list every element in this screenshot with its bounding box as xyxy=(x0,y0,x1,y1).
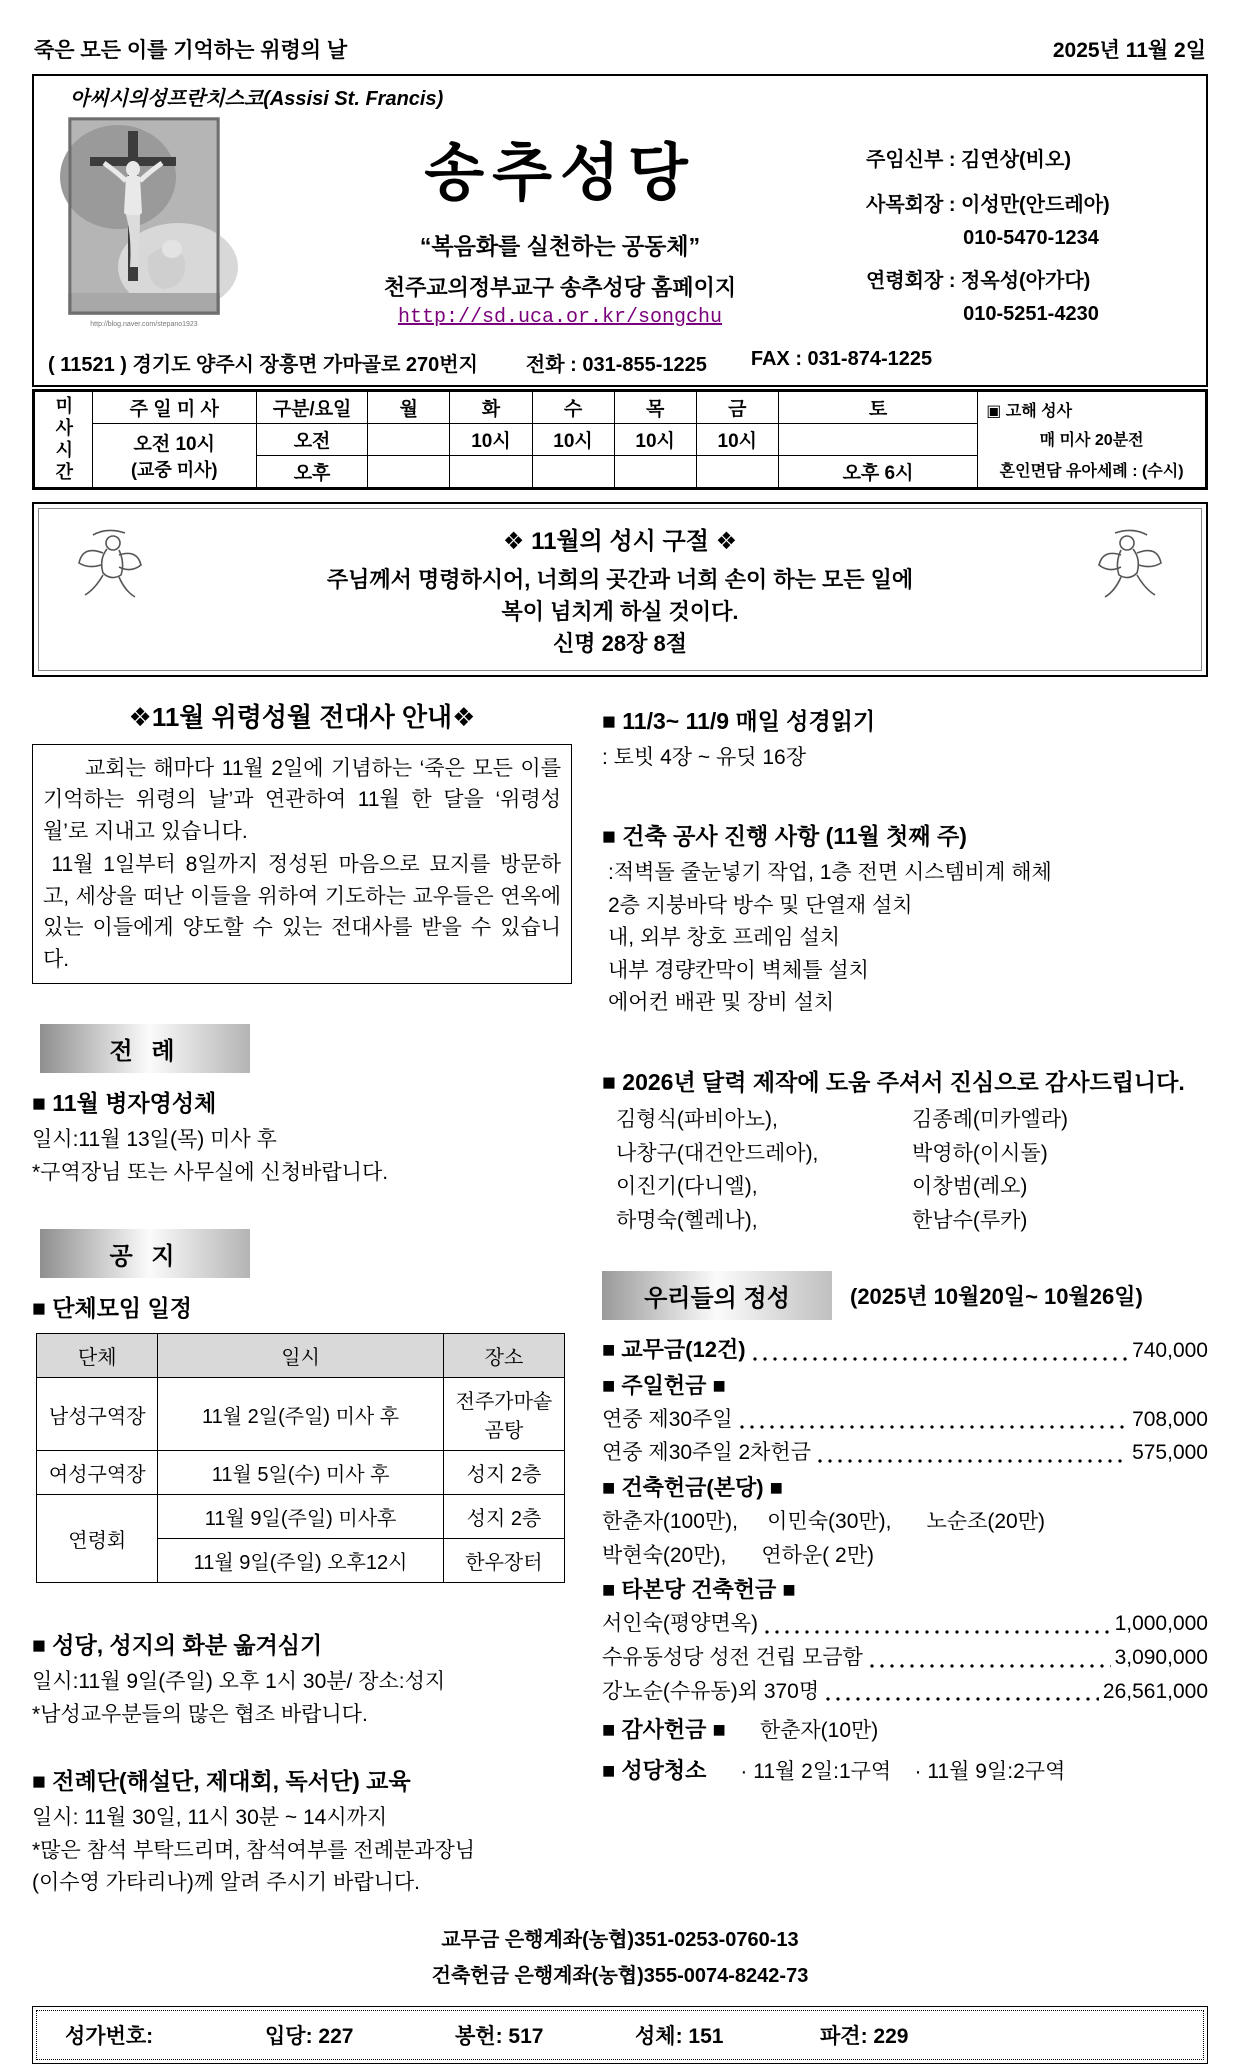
dot-leader xyxy=(737,1424,1128,1430)
day-wed: 수 xyxy=(532,391,614,424)
angel-decoration-left xyxy=(73,525,145,605)
offerings-period: (2025년 10월20일~ 10월26일) xyxy=(850,1284,1143,1310)
offering-label: 연중 제30주일 2차헌금 xyxy=(602,1441,811,1465)
sunday-mass-note: (교중 미사) xyxy=(130,460,218,480)
offering-amount: 740,000 xyxy=(1132,1338,1208,1362)
building-account: 건축헌금 은행계좌(농협)355-0074-8242-73 xyxy=(431,1965,809,1987)
offering-amount: 26,561,000 xyxy=(1102,1679,1208,1703)
offering-label: 강노순(수유동)외 370명 xyxy=(602,1679,820,1703)
church-motto: “복음화를 실천하는 공동체” xyxy=(419,233,701,259)
construction-title: ■ 건축 공사 진행 사항 (11월 첫째 주) xyxy=(602,823,967,850)
crucifix-painting xyxy=(68,117,220,315)
offering-line-other-2 xyxy=(602,1641,1208,1675)
am-fri: 10시 xyxy=(696,424,778,456)
flower-move-when: 일시:11월 9일(주일) 오후 1시 30분/ 장소:성지 xyxy=(32,1670,446,1694)
thanks-offering-heading: ■ 감사헌금 ■ xyxy=(602,1717,726,1743)
address-line xyxy=(44,342,1196,385)
table-row xyxy=(37,1495,565,1539)
right-column xyxy=(602,693,1208,1900)
building-donors-line-1: 한춘자(100만), 이민숙(30만), 노순조(20만) xyxy=(602,1510,1045,1534)
pm-tue xyxy=(450,456,532,489)
liturgy-training-note-2: (이수영 가타리나)께 알려 주시기 바랍니다. xyxy=(32,1871,421,1895)
construction-item: :적벽돌 줄눈넣기 작업, 1층 전면 시스템비계 해체 xyxy=(608,861,1052,885)
meeting-cell: 11월 5일(수) 미사 후 xyxy=(158,1451,443,1495)
bible-reading-title: ■ 11/3~ 11/9 매일 성경읽기 xyxy=(602,707,876,734)
bulletin-date: 2025년 11월 2일 xyxy=(1052,39,1206,62)
thanks-offering-line xyxy=(602,1712,1208,1749)
offering-label: 서인숙(평양면옥) xyxy=(602,1612,758,1636)
purgatory-chair-line: 연령회장 : 정옥성(아가다) xyxy=(866,270,1091,292)
church-phone: 전화 : 031-855-1225 xyxy=(525,354,707,376)
liturgy-training-note-1: *많은 참석 부탁드리며, 참석여부를 전례분과장님 xyxy=(32,1838,476,1862)
pastoral-chair-phone: 010-5470-1234 xyxy=(963,227,1099,249)
am-wed: 10시 xyxy=(532,424,614,456)
church-cleaning-value: · 11월 2일:1구역 · 11월 9일:2구역 xyxy=(740,1759,1066,1783)
thanks-offering-value: 한춘자(10만) xyxy=(759,1719,879,1743)
top-line xyxy=(34,34,1206,64)
angel-decoration-right xyxy=(1095,525,1167,605)
offering-line-other-3 xyxy=(602,1675,1208,1709)
pm-fri xyxy=(696,456,778,489)
offering-line-sunday-1 xyxy=(602,1403,1208,1437)
table-row xyxy=(37,1378,565,1451)
day-fri: 금 xyxy=(696,391,778,424)
purgatory-chair-phone: 010-5251-4230 xyxy=(963,303,1099,325)
church-address: ( 11521 ) 경기도 양주시 장흥면 가마골로 270번지 xyxy=(48,354,478,376)
crucifix-image xyxy=(44,111,254,330)
feast-day-title: 죽은 모든 이를 기억하는 위령의 날 xyxy=(34,39,348,62)
offering-amount: 1,000,000 xyxy=(1114,1612,1208,1636)
calendar-donor-list xyxy=(602,1103,1208,1237)
dot-leader xyxy=(762,1629,1111,1635)
offering-line-sunday-2 xyxy=(602,1436,1208,1470)
notice-section-header: 공 지 xyxy=(40,1229,250,1278)
pm-wed xyxy=(532,456,614,489)
donor-name: 나창구(대건안드레아), xyxy=(616,1141,819,1165)
sunday-offering-heading: ■ 주일헌금 ■ xyxy=(602,1372,726,1398)
mass-time-label: 미사시간 xyxy=(34,391,93,489)
church-fax: FAX : 031-874-1225 xyxy=(750,348,933,370)
hymn-offertory: 봉헌: 517 xyxy=(455,2025,544,2048)
verse-box xyxy=(32,502,1208,677)
offering-label: 수유동성당 성전 건립 모금함 xyxy=(602,1646,863,1670)
pm-sat: 오후 6시 xyxy=(778,456,977,489)
confession-title: ▣ 고해 성사 xyxy=(986,403,1073,420)
offering-label: ■ 교무금(12건) xyxy=(602,1337,746,1363)
meeting-table-header-row xyxy=(37,1334,565,1378)
mass-schedule-table xyxy=(32,389,1208,490)
meeting-cell: 11월 2일(주일) 미사 후 xyxy=(158,1378,443,1451)
group-meeting-title: ■ 단체모임 일정 xyxy=(32,1295,192,1322)
building-offering-heading: ■ 건축헌금(본당) ■ xyxy=(602,1474,783,1500)
donor-name: 박영하(이시돌) xyxy=(912,1141,1048,1165)
hymn-numbers-bar xyxy=(32,2006,1208,2064)
hymn-dismissal: 파견: 229 xyxy=(820,2025,909,2048)
confession-info-cell xyxy=(978,391,1207,489)
bible-reading-range: : 토빗 4장 ~ 유딧 16장 xyxy=(602,745,807,769)
pm-label: 오후 xyxy=(256,456,367,489)
left-column xyxy=(32,693,572,1900)
building-donors-line-2: 박현숙(20만), 연하운( 2만) xyxy=(602,1543,874,1567)
hymn-label: 성가번호: xyxy=(65,2025,154,2048)
am-mon xyxy=(368,424,450,456)
day-mon: 월 xyxy=(368,391,450,424)
construction-item: 내, 외부 창호 프레임 설치 xyxy=(608,926,841,950)
dot-leader xyxy=(750,1356,1129,1362)
offering-amount: 575,000 xyxy=(1132,1441,1208,1465)
offerings-section-header: 우리들의 정성 xyxy=(602,1271,832,1320)
category-header: 구분/요일 xyxy=(256,391,367,424)
verse-reference: 신명 28장 8절 xyxy=(553,630,687,656)
image-source-caption: http://blog.naver.com/stepano1923 xyxy=(90,321,198,328)
am-thu: 10시 xyxy=(614,424,696,456)
day-tue: 화 xyxy=(450,391,532,424)
meeting-cell: 성지 2층 xyxy=(443,1495,564,1539)
marriage-baptism-note: 혼인면담 유아세례 : (수시) xyxy=(999,463,1184,480)
meeting-cell: 11월 9일(주일) 오후12시 xyxy=(158,1539,443,1583)
donor-name: 이진기(다니엘), xyxy=(616,1175,758,1199)
indulgence-title: ❖11월 위령성월 전대사 안내❖ xyxy=(128,701,476,732)
bank-accounts xyxy=(32,1922,1208,1994)
sunday-mass-time-cell xyxy=(92,424,256,489)
donor-name: 한남수(루카) xyxy=(912,1208,1028,1232)
masthead-box xyxy=(32,74,1208,387)
homepage-url-link[interactable]: http://sd.uca.or.kr/songchu xyxy=(397,306,723,329)
hymn-entrance: 입당: 227 xyxy=(265,2025,354,2048)
meeting-cell: 한우장터 xyxy=(443,1539,564,1583)
verse-line-2: 복이 넘치게 하실 것이다. xyxy=(501,598,739,624)
indulgence-paragraph-1: 교회는 해마다 11월 2일에 기념하는 ‘죽은 모든 이를 기억하는 위령의 날’과 연관하여 11월 한 달을 ‘위령성월’로 지내고 있습니다. xyxy=(43,756,561,843)
table-row xyxy=(37,1451,565,1495)
meeting-cell: 남성구역장 xyxy=(37,1378,158,1451)
meeting-cell: 성지 2층 xyxy=(443,1451,564,1495)
sick-communion-when: 일시:11월 13일(목) 미사 후 xyxy=(32,1128,277,1152)
flower-move-title: ■ 성당, 성지의 화분 옮겨심기 xyxy=(32,1632,323,1659)
homepage-label: 천주교의정부교구 송추성당 홈페이지 xyxy=(383,275,737,300)
liturgy-training-title: ■ 전례단(해설단, 제대회, 독서단) 교육 xyxy=(32,1768,411,1795)
sick-communion-note: *구역장님 또는 사무실에 신청바랍니다. xyxy=(32,1160,389,1184)
liturgy-section-header: 전 례 xyxy=(40,1024,250,1073)
construction-item: 내부 경량칸막이 벽체틀 설치 xyxy=(608,958,869,982)
meeting-cell: 여성구역장 xyxy=(37,1451,158,1495)
day-thu: 목 xyxy=(614,391,696,424)
donor-name: 하명숙(헬레나), xyxy=(616,1208,758,1232)
verse-line-1: 주님께서 명령하시어, 너희의 곳간과 너희 손이 하는 모든 일에 xyxy=(326,567,914,592)
am-sat xyxy=(778,424,977,456)
meeting-cell: 연령회 xyxy=(37,1495,158,1583)
donor-name: 이창범(레오) xyxy=(912,1175,1028,1199)
indulgence-box xyxy=(32,744,572,985)
other-parish-heading: ■ 타본당 건축헌금 ■ xyxy=(602,1577,796,1603)
offering-line-other-1 xyxy=(602,1607,1208,1641)
construction-item: 2층 지붕바닥 방수 및 단열재 설치 xyxy=(608,893,913,917)
donor-name: 김형식(파비아노), xyxy=(616,1107,778,1131)
meeting-cell: 11월 9일(주일) 미사후 xyxy=(158,1495,443,1539)
day-sat: 토 xyxy=(778,391,977,424)
meeting-col-group: 단체 xyxy=(37,1334,158,1378)
am-tue: 10시 xyxy=(450,424,532,456)
dot-leader xyxy=(823,1696,1099,1702)
church-cleaning-line xyxy=(602,1753,1208,1790)
pastor-line: 주임신부 : 김연상(비오) xyxy=(866,149,1071,171)
pm-mon xyxy=(368,456,450,489)
dot-leader xyxy=(867,1663,1111,1669)
meeting-col-when: 일시 xyxy=(158,1334,443,1378)
dot-leader xyxy=(815,1458,1128,1464)
meeting-cell: 전주가마솥곰탕 xyxy=(443,1378,564,1451)
offering-amount: 3,090,000 xyxy=(1114,1646,1208,1670)
flower-move-note: *남성교우분들의 많은 협조 바랍니다. xyxy=(32,1702,368,1726)
confession-time: 매 미사 20분전 xyxy=(1039,432,1144,449)
sunday-mass-header: 주 일 미 사 xyxy=(92,391,256,424)
offering-amount: 708,000 xyxy=(1132,1407,1208,1431)
am-label: 오전 xyxy=(256,424,367,456)
pm-thu xyxy=(614,456,696,489)
assisi-francis-caption: 아씨시의성프란치스코(Assisi St. Francis) xyxy=(70,88,444,110)
mass-header-row xyxy=(34,391,1207,424)
sick-communion-title: ■ 11월 병자영성체 xyxy=(32,1090,217,1117)
offering-label: 연중 제30주일 xyxy=(602,1407,733,1431)
construction-item: 에어컨 배관 및 장비 설치 xyxy=(608,991,835,1015)
offering-line-gyomugeum xyxy=(602,1332,1208,1367)
gyomugeum-account: 교무금 은행계좌(농협)351-0253-0760-13 xyxy=(441,1929,799,1951)
pastoral-chair-line: 사목회장 : 이성만(안드레아) xyxy=(866,194,1110,216)
indulgence-paragraph-2: 11월 1일부터 8일까지 정성된 마음으로 묘지를 방문하고, 세상을 떠난 이들을 위하여 기도하는 교우들은 연옥에 있는 이들에게 양도할 수 있는 전대사를 받을 수 있습니다. xyxy=(43,853,561,971)
donor-name: 김종례(미카엘라) xyxy=(912,1107,1068,1131)
liturgy-training-when: 일시: 11월 30일, 11시 30분 ~ 14시까지 xyxy=(32,1806,388,1830)
church-cleaning-heading: ■ 성당청소 xyxy=(602,1757,707,1783)
sunday-mass-time: 오전 10시 xyxy=(133,434,215,455)
contact-block xyxy=(866,111,1196,342)
meeting-col-where: 장소 xyxy=(443,1334,564,1378)
church-name: 송추성당 xyxy=(424,139,696,208)
group-meeting-table xyxy=(36,1333,565,1583)
hymn-communion: 성체: 151 xyxy=(635,2025,724,2048)
verse-title: ❖ 11월의 성시 구절 ❖ xyxy=(502,528,738,555)
calendar-thanks-title: ■ 2026년 달력 제작에 도움 주셔서 진심으로 감사드립니다. xyxy=(602,1068,1185,1095)
